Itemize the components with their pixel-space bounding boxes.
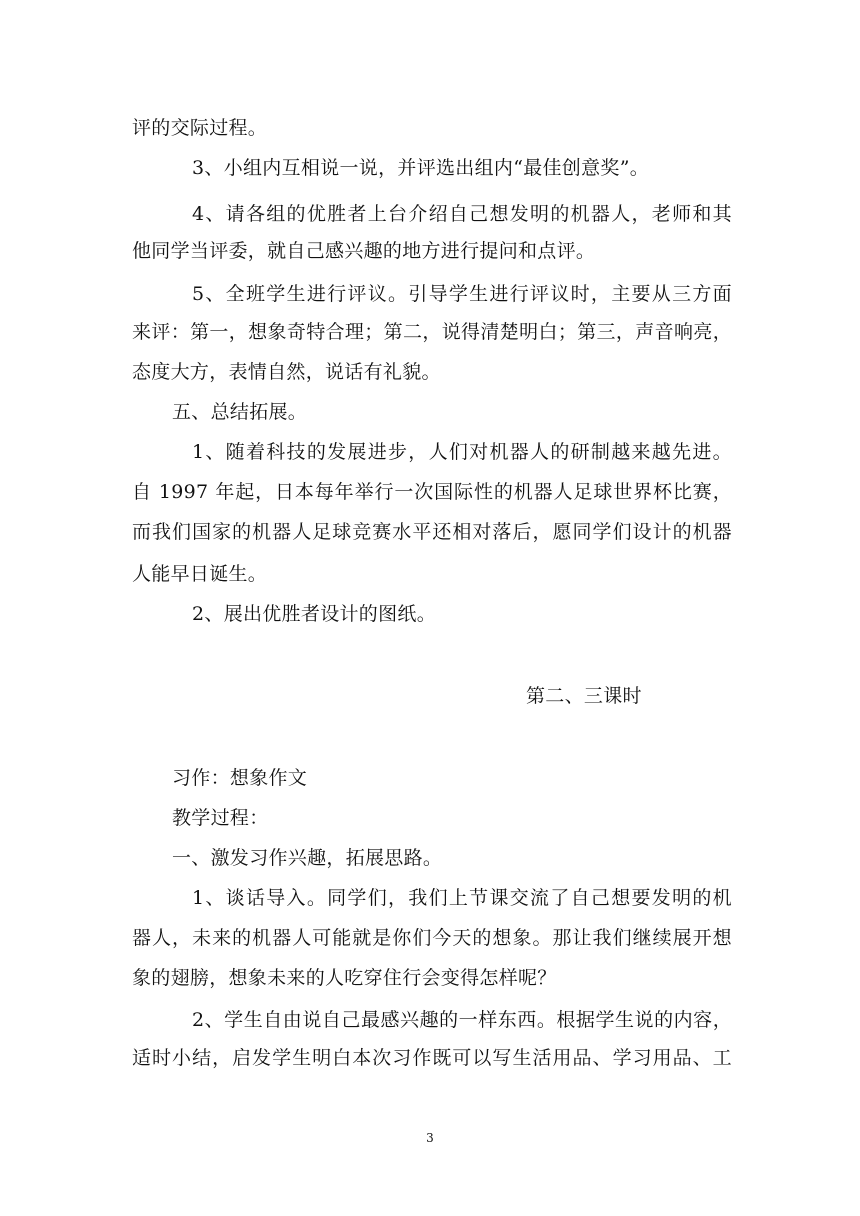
- paragraph-line: 2、学生自由说自己最感兴趣的一样东西。根据学生说的内容，: [192, 1009, 732, 1031]
- page-number: 3: [426, 1131, 434, 1145]
- section-heading: 一、激发习作兴趣，拓展思路。: [172, 847, 443, 869]
- paragraph-line: 1、谈话导入。同学们，我们上节课交流了自己想要发明的机: [192, 887, 732, 909]
- paragraph-line: 1、随着科技的发展进步，人们对机器人的研制越来越先进。: [192, 441, 732, 463]
- paragraph-line: 5、全班学生进行评议。引导学生进行评议时，主要从三方面: [192, 283, 732, 305]
- paragraph-line: 4、请各组的优胜者上台介绍自己想发明的机器人，老师和其: [192, 203, 732, 225]
- paragraph-line: 态度大方，表情自然，说话有礼貌。: [132, 361, 441, 383]
- lesson-heading: 第二、三课时: [526, 685, 642, 707]
- paragraph-line: 3、小组内互相说一说，并评选出组内“最佳创意奖”。: [192, 157, 650, 179]
- paragraph-line: 人能早日诞生。: [132, 563, 268, 585]
- subheading: 习作：想象作文: [172, 767, 308, 789]
- paragraph-line: 自 1997 年起，日本每年举行一次国际性的机器人足球世界杯比赛，: [132, 481, 732, 503]
- paragraph-line: 器人，未来的机器人可能就是你们今天的想象。那让我们继续展开想: [132, 927, 732, 949]
- paragraph-line: 2、展出优胜者设计的图纸。: [192, 603, 436, 625]
- paragraph-line: 他同学当评委，就自己感兴趣的地方进行提问和点评。: [132, 240, 596, 262]
- paragraph-line: 来评：第一，想象奇特合理；第二，说得清楚明白；第三，声音响亮，: [132, 321, 732, 343]
- subheading: 教学过程：: [172, 807, 269, 829]
- paragraph-line: 象的翅膀，想象未来的人吃穿住行会变得怎样呢？: [132, 967, 557, 989]
- paragraph-line: 适时小结，启发学生明白本次习作既可以写生活用品、学习用品、工: [132, 1047, 732, 1069]
- paragraph-line: 而我们国家的机器人足球竞赛水平还相对落后，愿同学们设计的机器: [132, 521, 732, 543]
- paragraph-line: 评的交际过程。: [132, 117, 268, 139]
- section-heading: 五、总结拓展。: [172, 401, 308, 423]
